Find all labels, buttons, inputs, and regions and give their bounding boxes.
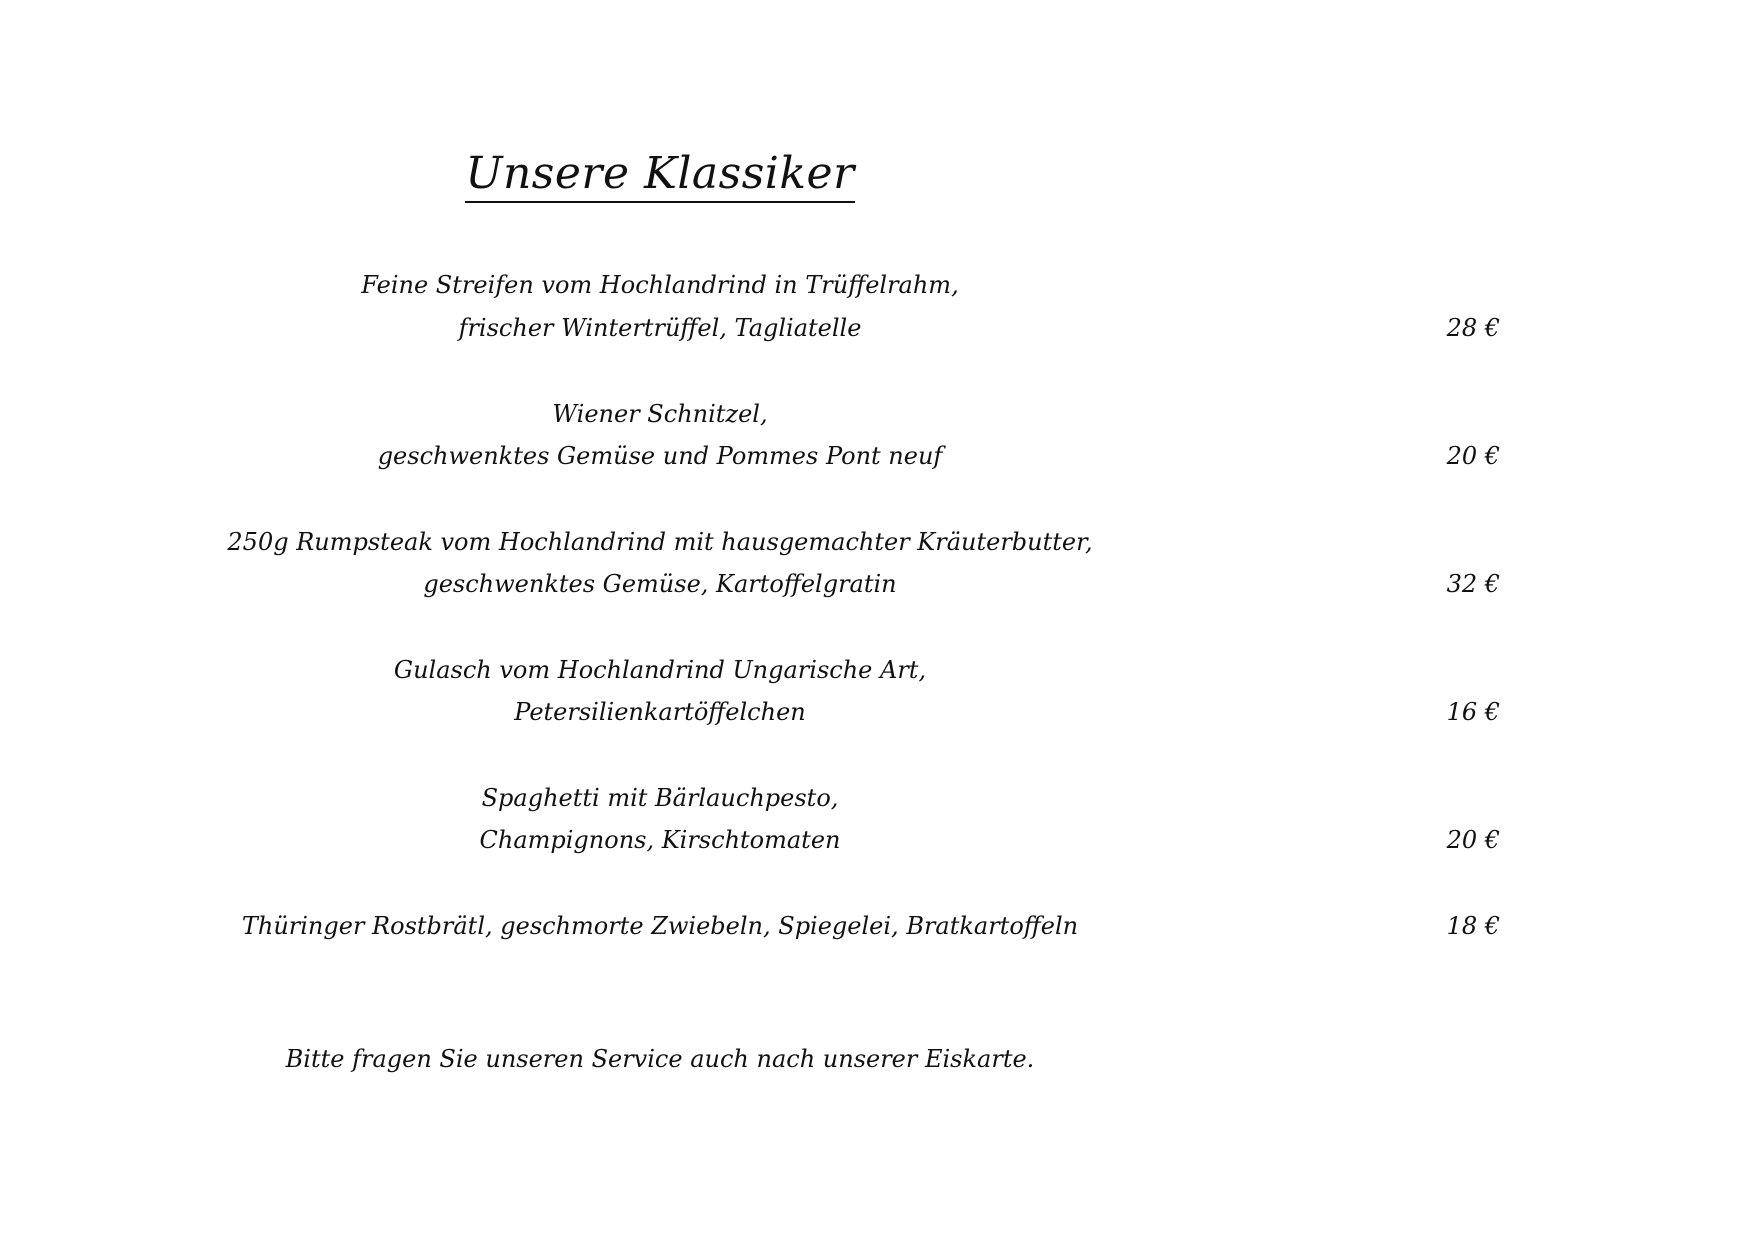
menu-item-description: frischer Wintertrüffel, Tagliatelle: [458, 314, 862, 342]
menu-item-description: Petersilienkartöffelchen: [514, 698, 806, 726]
menu-item-price: 20 €: [1446, 442, 1500, 470]
menu-item-description: geschwenktes Gemüse, Kartoffelgratin: [423, 570, 897, 598]
menu-item-description: Wiener Schnitzel,: [552, 400, 768, 428]
menu-item-price: 28 €: [1446, 314, 1500, 342]
menu-item-description: Champignons, Kirschtomaten: [479, 826, 841, 854]
page-title: [310, 146, 1010, 202]
menu-item-description: Feine Streifen vom Hochlandrind in Trüffelrahm,: [361, 271, 959, 299]
menu-item-description: Gulasch vom Hochlandrind Ungarische Art,: [393, 656, 927, 684]
menu-item-description: Spaghetti mit Bärlauchpesto,: [481, 784, 839, 812]
menu-item-description: 250g Rumpsteak vom Hochlandrind mit hausgemachter Kräuterbutter,: [227, 528, 1093, 556]
footer-note: Bitte fragen Sie unseren Service auch nach unserer Eiskarte.: [285, 1045, 1035, 1073]
page-title-text: Unsere Klassiker: [465, 148, 854, 203]
menu-item-description: Thüringer Rostbrätl, geschmorte Zwiebeln, Spiegelei, Bratkartoffeln: [241, 912, 1079, 940]
menu-item-description: geschwenktes Gemüse und Pommes Pont neuf: [377, 442, 943, 470]
menu-item-price: 32 €: [1446, 570, 1500, 598]
menu-item-price: 18 €: [1446, 912, 1500, 940]
menu-item-price: 20 €: [1446, 826, 1500, 854]
menu-item-price: 16 €: [1446, 698, 1500, 726]
